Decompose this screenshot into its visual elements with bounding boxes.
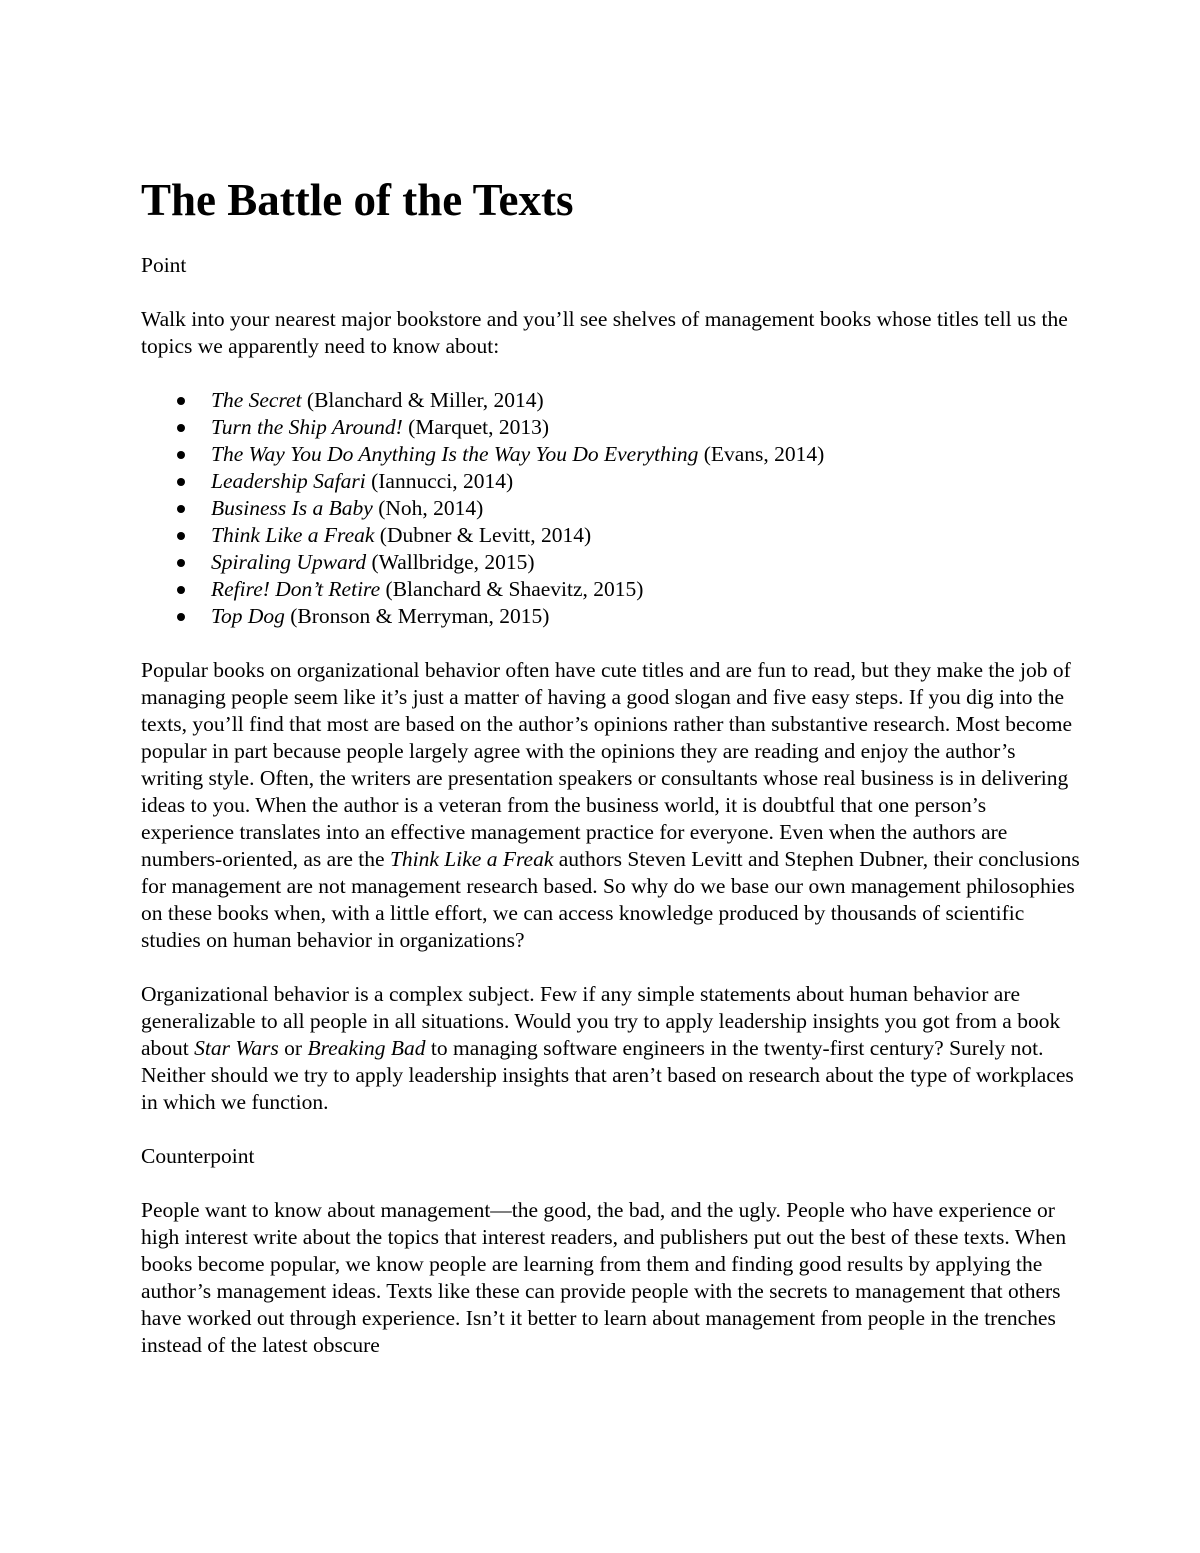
list-item — [141, 549, 1081, 576]
list-item — [141, 441, 1081, 468]
book-citation: (Iannucci, 2014) — [365, 469, 514, 493]
list-item — [141, 468, 1081, 495]
paragraph-text: or — [278, 1036, 308, 1060]
italic-title: Breaking Bad — [307, 1036, 426, 1060]
paragraph-text: authors Steven Levitt and Stephen Dubner, their conclusions for management are not management research based. So why do we base our own management philosophies on these books when, with a little effort, we can access knowledge produced by thousands of scientific studies on human behavior in organizations? — [141, 847, 1080, 952]
italic-book-title: Think Like a Freak — [389, 847, 554, 871]
bullet-icon — [177, 532, 185, 540]
list-item — [141, 603, 1081, 630]
document-body — [141, 252, 1081, 1359]
list-item — [141, 495, 1081, 522]
book-citation: (Wallbridge, 2015) — [366, 550, 535, 574]
book-title: Turn the Ship Around! — [211, 415, 403, 439]
paragraph-text: to managing software engineers in the twenty-first century? Surely not. Neither should we try to apply leadership insights that aren’t based on research about the type of workplaces in which we function. — [141, 1036, 1074, 1114]
book-title: The Way You Do Anything Is the Way You Do Everything — [211, 442, 699, 466]
list-item — [141, 414, 1081, 441]
book-citation: (Evans, 2014) — [698, 442, 825, 466]
point-heading: Point — [141, 253, 187, 277]
bullet-icon — [177, 613, 185, 621]
book-citation: (Dubner & Levitt, 2014) — [374, 523, 592, 547]
list-item — [141, 387, 1081, 414]
counterpoint-heading: Counterpoint — [141, 1144, 255, 1168]
intro-paragraph: Walk into your nearest major bookstore and you’ll see shelves of management books whose titles tell us the topics we apparently need to know about: — [141, 307, 1068, 358]
bullet-icon — [177, 478, 185, 486]
book-citation: (Blanchard & Miller, 2014) — [301, 388, 544, 412]
book-citation: (Noh, 2014) — [372, 496, 484, 520]
paragraph-text: Popular books on organizational behavior often have cute titles and are fun to read, but they make the job of managing people seem like it’s just a matter of having a good slogan and five easy steps. If you dig into the texts, you’ll find that most are based on the author’s opinions rather than substantive research. Most become popular in part because people largely agree with the opinions they are reading and enjoy the author’s writing style. Often, the writers are presentation speakers or consultants whose real business is in delivering ideas to you. When the author is a veteran from the business world, it is doubtful that one person’s experience translates into an effective management practice for everyone. Even when the authors are numbers-oriented, as are the — [141, 658, 1073, 871]
book-title: Refire! Don’t Retire — [211, 577, 381, 601]
book-title: Spiraling Upward — [211, 550, 367, 574]
book-list — [141, 387, 1081, 630]
bullet-icon — [177, 424, 185, 432]
book-title: Business Is a Baby — [211, 496, 373, 520]
complexity-paragraph — [141, 981, 1081, 1116]
list-item — [141, 522, 1081, 549]
list-item — [141, 576, 1081, 603]
counterpoint-paragraph: People want to know about management—the good, the bad, and the ugly. People who have experience or high interest write about the topics that interest readers, and publishers put out the best of these texts. When books become popular, we know people are learning from them and finding good results by applying the author’s management ideas. Texts like these can provide people with the secrets to management that others have worked out through experience. Isn’t it better to learn about management from people in the trenches instead of the latest obscure — [141, 1198, 1067, 1357]
document-page — [141, 172, 1081, 1386]
book-citation: (Bronson & Merryman, 2015) — [284, 604, 550, 628]
bullet-icon — [177, 559, 185, 567]
book-title: Top Dog — [211, 604, 285, 628]
italic-title: Star Wars — [194, 1036, 279, 1060]
bullet-icon — [177, 451, 185, 459]
bullet-icon — [177, 397, 185, 405]
book-title: Think Like a Freak — [211, 523, 375, 547]
book-citation: (Marquet, 2013) — [402, 415, 550, 439]
paragraph-text: Organizational behavior is a complex subject. Few if any simple statements about human behavior are generalizable to all people in all situations. Would you try to apply leadership insights you got from a book about — [141, 982, 1061, 1060]
book-title: Leadership Safari — [211, 469, 366, 493]
document-title: The Battle of the Texts — [141, 175, 574, 225]
book-citation: (Blanchard & Shaevitz, 2015) — [380, 577, 644, 601]
bullet-icon — [177, 505, 185, 513]
bullet-icon — [177, 586, 185, 594]
book-title: The Secret — [211, 388, 302, 412]
popular-books-paragraph — [141, 657, 1081, 954]
